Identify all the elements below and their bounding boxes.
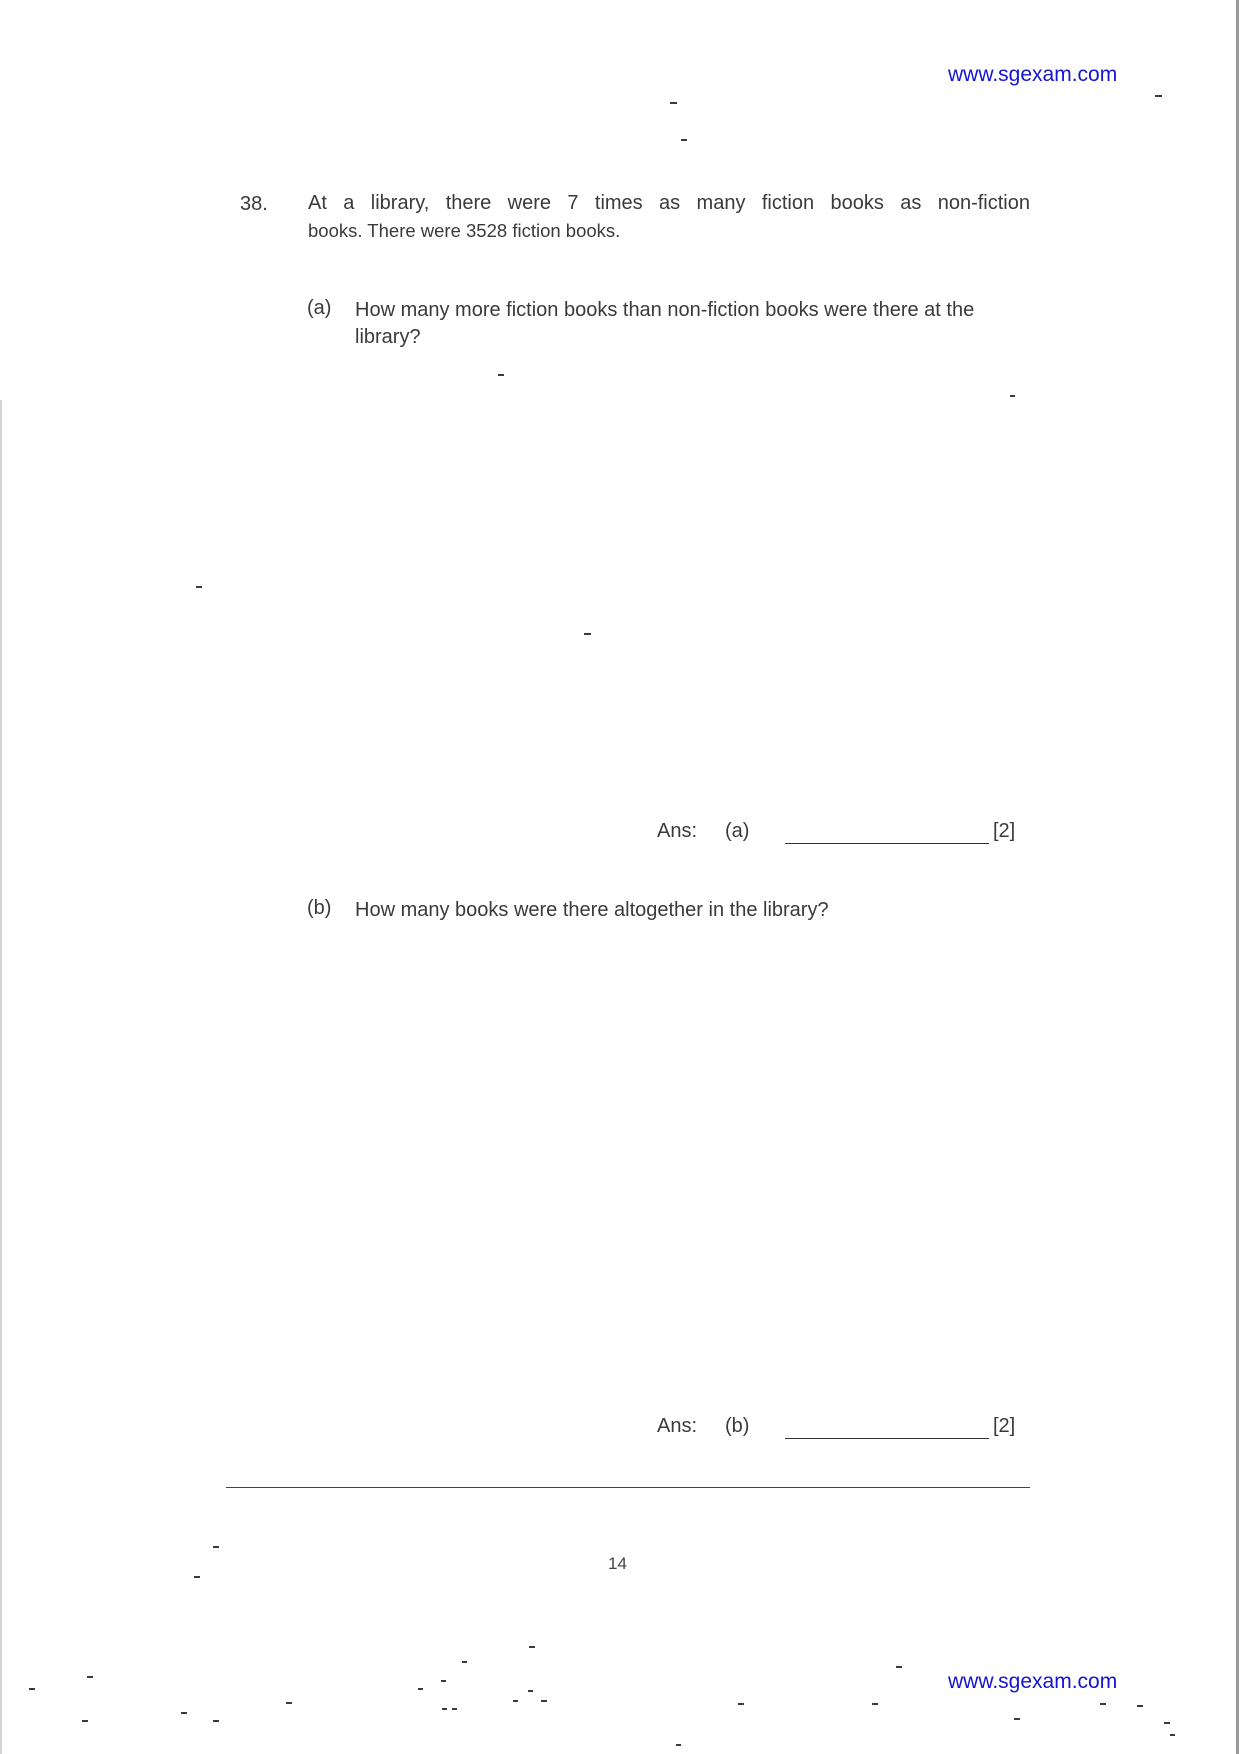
part-b-question: How many books were there altogether in the library? — [355, 899, 829, 921]
scan-speck — [541, 1700, 547, 1702]
scan-speck — [442, 1708, 447, 1710]
header-site-link[interactable]: www.sgexam.com — [948, 63, 1118, 86]
scan-speck — [1100, 1703, 1106, 1705]
scan-speck — [584, 633, 591, 635]
scan-speck — [1170, 1734, 1175, 1736]
scan-speck — [498, 374, 504, 376]
scan-speck — [896, 1666, 902, 1668]
scan-speck — [418, 1688, 423, 1690]
scan-speck — [528, 1690, 533, 1692]
scan-speck — [1137, 1705, 1143, 1707]
answer-a-part: (a) — [725, 820, 750, 842]
question-number: 38. — [240, 193, 268, 215]
answer-b-row — [657, 1415, 1057, 1445]
answer-a-marks: [2] — [993, 820, 1016, 842]
bottom-divider — [226, 1487, 1030, 1488]
answer-b-part: (b) — [725, 1415, 750, 1437]
scan-speck — [196, 586, 202, 588]
answer-a-label: Ans: — [657, 820, 698, 842]
scan-speck — [452, 1708, 457, 1710]
answer-b-marks: [2] — [993, 1415, 1016, 1437]
scan-speck — [513, 1700, 518, 1702]
question-stem-line-2: books. There were 3528 fiction books. — [308, 220, 621, 241]
scan-speck — [286, 1702, 292, 1704]
scan-speck — [681, 139, 687, 141]
scan-speck — [1010, 395, 1015, 397]
footer-site-link[interactable]: www.sgexam.com — [948, 1670, 1118, 1693]
scan-speck — [1164, 1722, 1170, 1724]
scan-speck — [441, 1680, 446, 1682]
part-a-label: (a) — [307, 297, 332, 319]
scan-speck — [87, 1676, 93, 1678]
scan-speck — [670, 102, 677, 104]
scan-speck — [1155, 95, 1162, 97]
scan-speck — [462, 1661, 467, 1663]
scan-speck — [194, 1576, 200, 1578]
answer-b-label: Ans: — [657, 1415, 698, 1437]
scan-speck — [29, 1688, 35, 1690]
page-edge-left — [0, 400, 2, 1754]
scan-speck — [82, 1720, 88, 1722]
question-stem — [308, 190, 1030, 244]
answer-a-row — [657, 820, 1057, 850]
scan-speck — [738, 1703, 744, 1705]
part-a-question: How many more fiction books than non-fiction books were there at the library? — [355, 299, 975, 348]
answer-b-blank[interactable] — [785, 1438, 989, 1439]
scan-speck — [1014, 1718, 1020, 1720]
scan-speck — [529, 1646, 535, 1648]
scan-speck — [213, 1546, 219, 1548]
question-stem-line-1: At a library, there were 7 times as many fiction books as non-fiction — [308, 192, 1030, 214]
part-b-label: (b) — [307, 897, 332, 919]
scan-speck — [213, 1720, 219, 1722]
answer-a-blank[interactable] — [785, 843, 989, 844]
scan-speck — [872, 1703, 878, 1705]
scan-speck — [181, 1712, 187, 1714]
page-number: 14 — [608, 1554, 627, 1573]
scan-speck — [676, 1744, 681, 1746]
